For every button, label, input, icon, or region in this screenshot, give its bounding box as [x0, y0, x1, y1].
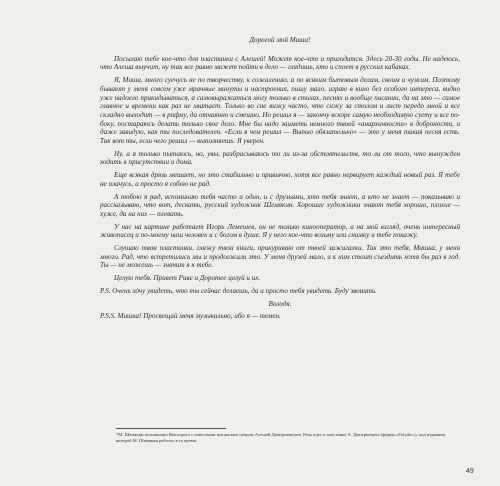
paragraph: А тобою я рад, вспоминаю тебя часто и один, и с друзьями, кто тебя знает, а кто не знает — показываю и рассказываю, что вот, дескать, русский художник Шемякин. Хорошие художники знают тебя хорошо, плохие — хуже, да на них — плевать.: [100, 192, 460, 218]
paragraph: Слушаю твои пластинки, гляжу твои книги, прикуриваю от твоей зажигалки. Так это тебя, Мишка, у меня много. Рад, что встретились мы и продолжили это. У меня друзей мало, и к ним стоит съездить хотя бы раз в год. Ты — не можешь — значит я к тебе.: [100, 244, 460, 270]
paragraph: Я, Миша, много суечусь не по творчеству, к сожалению, а по всяким бытовым делам, своим и чужим. Поэтому бывают у меня совсем уже мрачные минуты и настроения, пишу мало, играю в кино без особого интереса, видно уже надоело прикидываться, а самовыражаться могу только в стихах, песнях и вообще писании, да на это — самое главное и времени как раз не хватает. Только во сне вижу часто, что сижу за столом и лист передо мной и все складно выходит — в рифму, да отчаянно и смешно. Но решил я — закончу вскоре самую необходимую суету и все по-боку, постараюсь делать только свое дело. Мне бы надо заиметь немного твоей «анархичности» в доброности, и даже завидую, как ты последователен. «Если в чем решил — Выпью обязательно» — это у меня такая песня есть. Так вот ты, если чего решил — выполняешь. Я уверен.: [100, 76, 460, 146]
letter-body: [100, 36, 460, 325]
paragraph: Еще всякая дрязь мешает, но это стабильно и привычно, хотя все равно нервирует каждый новый раз. Я тебе не плачусь, а просто я собою не рад.: [100, 171, 460, 188]
footnote: *М. Шемякин познакомил Высоцкого с известным цыганским певцом Алешей Дмитриевичем. Речь идет о пластинке А. Дмитриевича (фирма «Polydor»), над изданием которой М. Шемякин работал в то время.: [116, 432, 446, 443]
paragraph: Целую тебя. Привет Риве и Доротее целуй и их.: [114, 274, 261, 283]
paragraph: Посылаю тебе кое-что для пластинки с Алешей! Может кое-что и пригодится. Здесь 20-30 годы. Не надеюсь, что Алеша выучит, ну так все равно может пойти в дело — глядишь, кто и споет в русских кабаках.: [100, 54, 460, 72]
paragraph: У нас на картине работает Игорь Лемешев, он не только кинооператор, а на мой взгляд, очень интересный живописец и по-моему наш человек и с богом в душе. Я у него кое-что возьму или снимку и тебе покажу.: [100, 222, 460, 240]
postscript: P.S.S. Мишка! Просвещай меня музыкально, ибо я — темен.: [100, 312, 281, 321]
footnote-divider: [116, 428, 226, 429]
signature: Володя.: [268, 299, 292, 308]
paragraph: Ну, а я только пытаюсь, но, увы, разбрасываюсь то ли из-за обстоятельств, то ли от того, что вынужден ходить в присутствии и дома.: [100, 149, 460, 167]
letter-greeting: Дорогой мой Миша!: [249, 36, 311, 44]
paragraph: P.S. Очень хочу увидеть, что ты сейчас делаешь, да и просто тебя увидеть. Буду звонить.: [100, 286, 377, 295]
page-number: 49: [466, 468, 474, 475]
